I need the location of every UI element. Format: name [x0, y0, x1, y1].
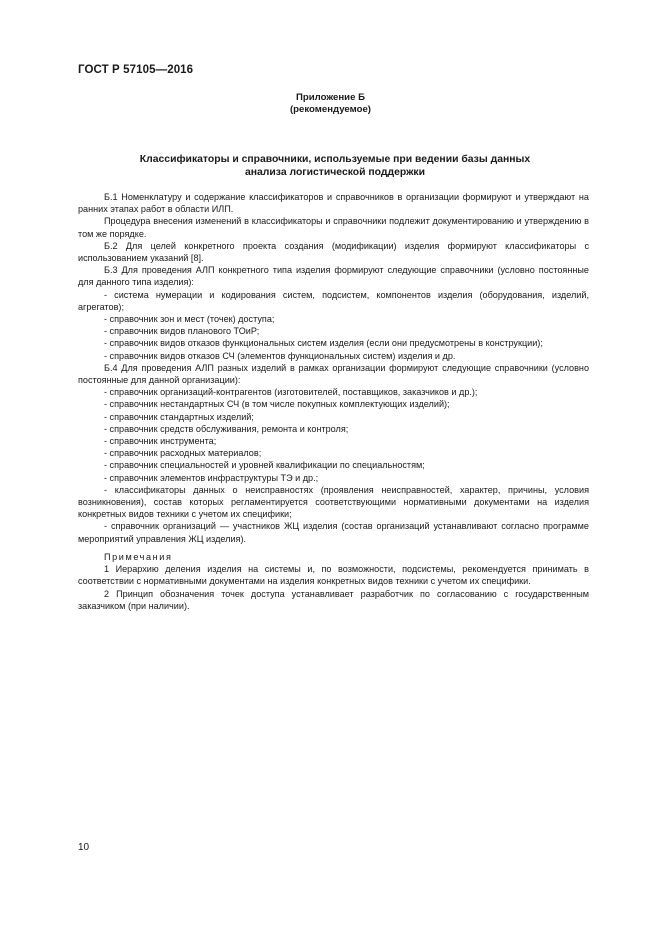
list-item: - система нумерации и кодирования систем, подсистем, компонентов изделия (оборудования, изделий, агрегатов); — [78, 289, 589, 312]
list-item: - справочник видов отказов СЧ (элементов функциональных систем) изделия и др. — [104, 350, 456, 361]
standard-code: ГОСТ Р 57105—2016 — [78, 64, 194, 76]
list-item: - справочник специальностей и уровней квалификации по специальностям; — [104, 460, 425, 471]
list-item: - справочник стандартных изделий; — [104, 411, 254, 422]
appendix-subtitle: (рекомендуемое) — [289, 104, 371, 115]
list-item: - справочник инструмента; — [104, 436, 217, 447]
paragraph-b3: Б.3 Для проведения АЛП конкретного типа изделия формируют следующие справочники (условно постоянные для данного типа изделия): — [78, 265, 589, 288]
note-item: 2 Принцип обозначения точек доступа устанавливает разработчик по согласованию с государственным заказчиком (при наличии). — [78, 588, 589, 611]
list-item: - справочник нестандартных СЧ (в том числе покупных комплектующих изделий); — [104, 399, 450, 410]
list-item: - справочник видов отказов функциональных систем изделия (если они предусмотрены в конструкции); — [104, 338, 543, 349]
notes-heading: Примечания — [104, 551, 173, 562]
section-title — [100, 154, 570, 179]
list-item: - справочник организаций — участников ЖЦ изделия (состав организаций устанавливают согласно программе мероприятий управления ЖЦ изделия). — [78, 521, 589, 544]
appendix-title: Приложение Б — [296, 92, 365, 103]
body-text — [78, 191, 589, 612]
paragraph-b1: Б.1 Номенклатуру и содержание классификаторов и справочников в организации формируют и утверждают на ранних этапах работ в области ИЛП. — [78, 192, 589, 215]
section-title-line-1: Классификаторы и справочники, используемые при ведении базы данных — [139, 154, 531, 165]
page-number: 10 — [78, 842, 90, 853]
list-item: - справочник видов планового ТОиР; — [104, 326, 260, 337]
paragraph-b4: Б.4 Для проведения АЛП разных изделий в рамках организации формируют следующие справочники (условно постоянные для данной организации): — [78, 362, 589, 386]
list-item: - справочник расходных материалов; — [104, 448, 262, 459]
list-item: - справочник элементов инфраструктуры ТЭ и др.; — [104, 472, 319, 483]
list-item: - справочник зон и мест (точек) доступа; — [104, 314, 275, 325]
paragraph-procedure: Процедура внесения изменений в классификаторы и справочники подлежит документированию и утверждению в том же порядке. — [78, 216, 589, 239]
list-item: - классификаторы данных о неисправностях (проявления неисправностей, характер, причины, условия возникновения), состав которых регламентируется соответствующими нормативными документами на изделия конкретных видов техники с учетом их специфики; — [78, 484, 589, 520]
note-item: 1 Иерархию деления изделия на системы и, по возможности, подсистемы, рекомендуется принимать в соответствии с нормативными документами на изделия конкретных видов техники с учетом их специфики. — [78, 564, 589, 587]
appendix-heading — [0, 92, 661, 116]
section-title-line-2: анализа логистической поддержки — [244, 166, 426, 178]
list-item: - справочник организаций-контрагентов (изготовителей, поставщиков, заказчиков и др.); — [104, 387, 478, 398]
paragraph-b2: Б.2 Для целей конкретного проекта создания (модификации) изделия формируют классификаторы с использованием указаний [8]. — [78, 240, 589, 264]
list-item: - справочник средств обслуживания, ремонта и контроля; — [104, 423, 349, 434]
